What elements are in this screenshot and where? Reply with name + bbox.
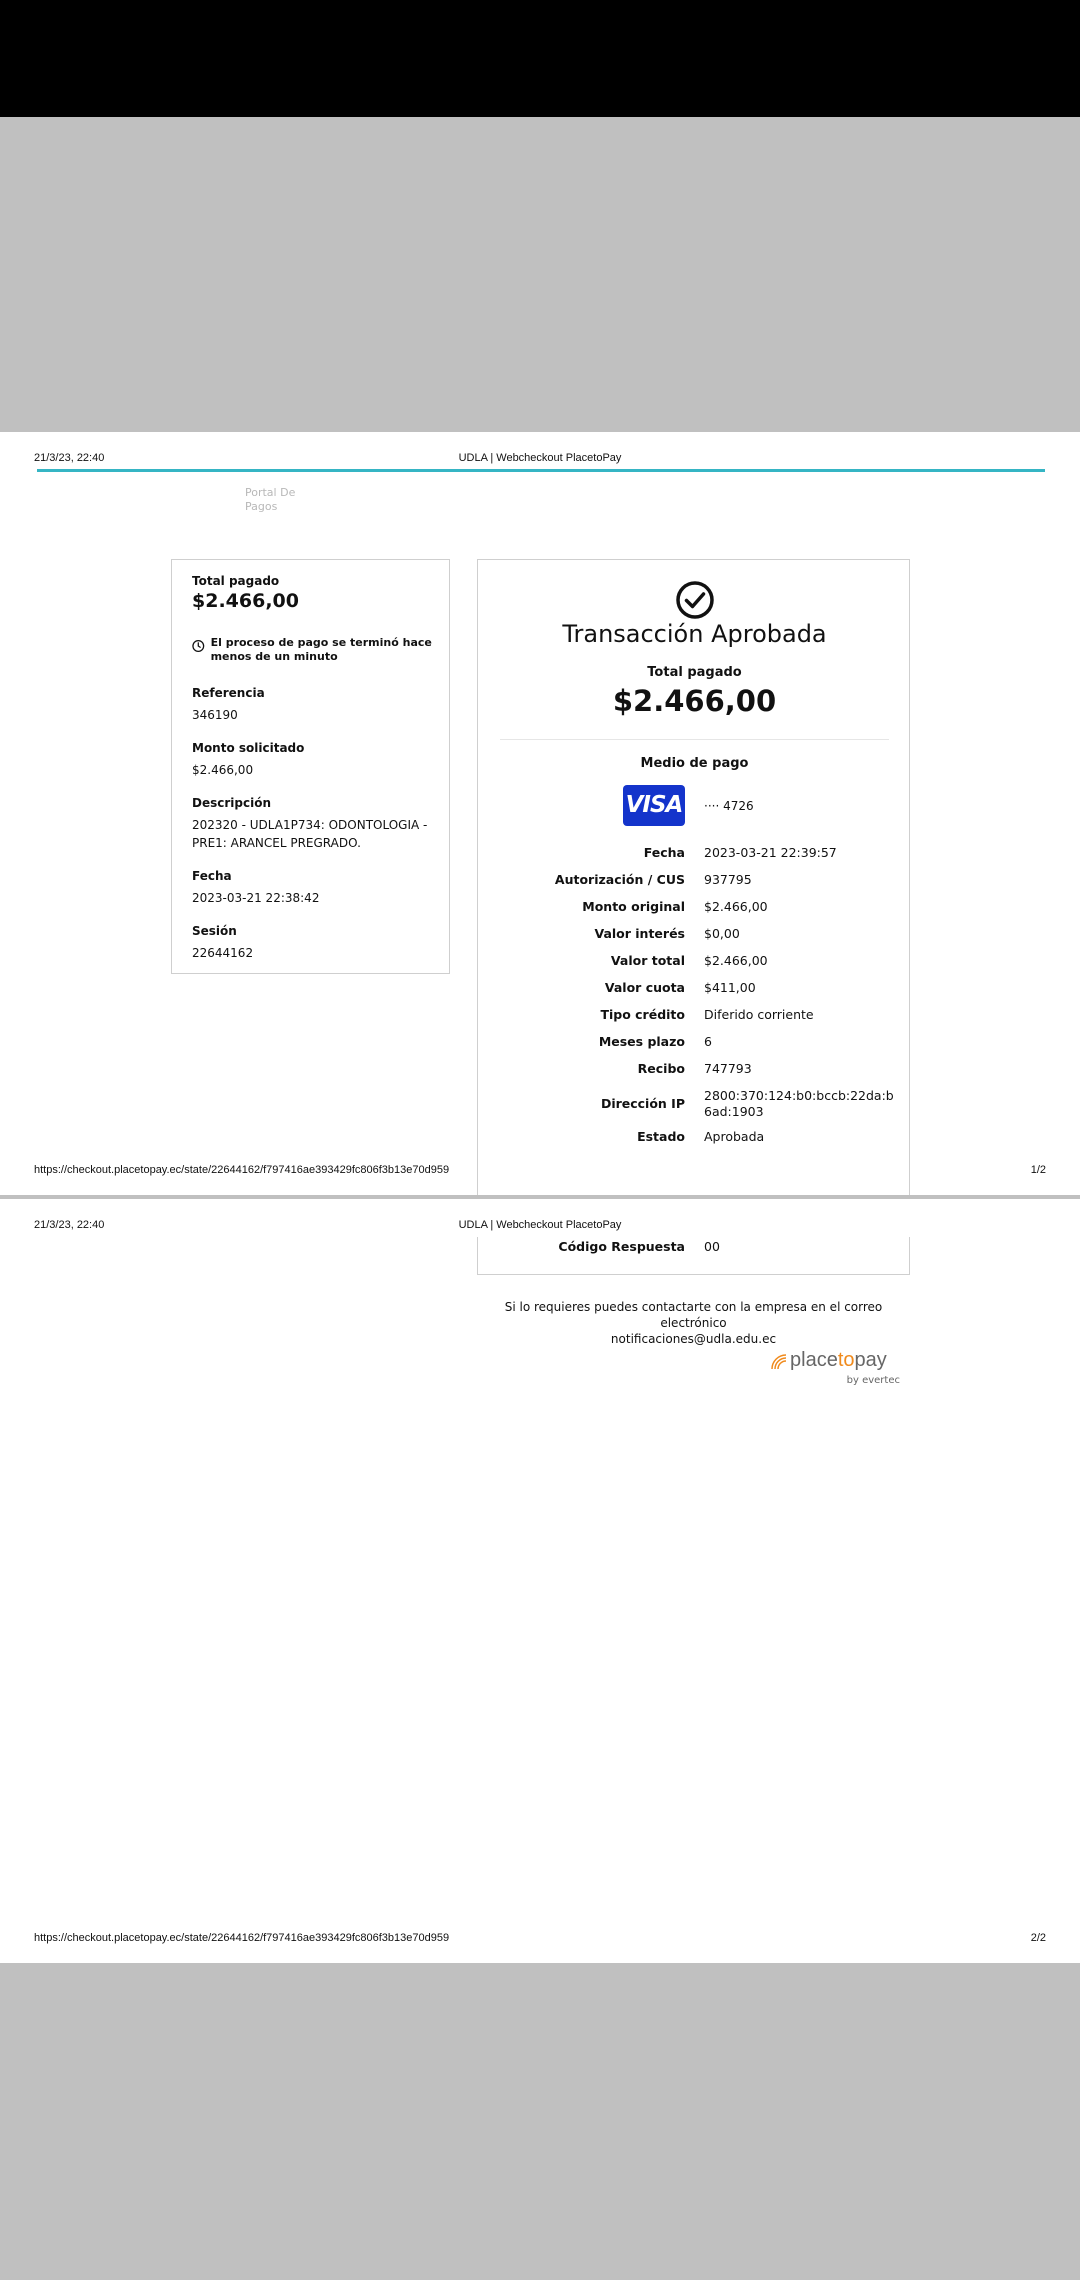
- date-value: 2023-03-21 22:38:42: [192, 891, 320, 905]
- reference-value: 346190: [192, 708, 238, 722]
- pdf-page-1: [0, 432, 1080, 1195]
- print-title: UDLA | Webcheckout PlacetoPay: [458, 452, 622, 464]
- pdf-page-2: [0, 1199, 1080, 1963]
- requested-amount-value: $2.466,00: [192, 763, 254, 777]
- portal-logo-alt-text[interactable]: Portal De Pagos: [245, 486, 296, 513]
- detail-label: Recibo: [637, 1061, 685, 1076]
- detail-label: Valor cuota: [604, 980, 685, 995]
- detail-value: 937795: [704, 872, 752, 887]
- transaction-status-title: Transacción Aprobada: [562, 620, 827, 648]
- requested-amount-label: Monto solicitado: [192, 741, 305, 755]
- summary-total-amount: $2.466,00: [192, 590, 299, 612]
- date-label: Fecha: [192, 869, 232, 883]
- print-url: https://checkout.placetopay.ec/state/22644162/f797416ae393429fc806f3b13e70d959: [34, 1164, 450, 1176]
- session-value: 22644162: [192, 946, 254, 960]
- logo-text-to: to: [837, 1349, 855, 1371]
- contact-note: [477, 1299, 910, 1347]
- detail-label: Tipo crédito: [600, 1007, 685, 1022]
- print-title: UDLA | Webcheckout PlacetoPay: [458, 1219, 622, 1231]
- card-masked-number: ···· 4726: [704, 799, 754, 813]
- description-value: 202320 - UDLA1P734: ODONTOLOGIA - PRE1: ARANCEL PREGRADO.: [192, 818, 428, 850]
- print-datetime: 21/3/23, 22:40: [34, 1219, 105, 1231]
- transaction-total-label: Total pagado: [647, 665, 742, 680]
- check-circle-icon: [675, 580, 715, 620]
- transaction-total-amount: $2.466,00: [612, 684, 777, 718]
- detail-label: Meses plazo: [598, 1034, 685, 1049]
- clock-icon: [192, 636, 205, 656]
- detail-value: $0,00: [704, 926, 740, 941]
- contact-text: Si lo requieres puedes contactarte con la empresa en el correo electrónico: [504, 1300, 883, 1330]
- detail-label: Dirección IP: [600, 1096, 685, 1111]
- page-number: 2/2: [1030, 1932, 1046, 1944]
- payment-method-label: Medio de pago: [640, 756, 749, 771]
- detail-value: 2800:370:124:b0:bccb:22da:b6ad:1903: [704, 1088, 894, 1119]
- detail-value: 6: [704, 1034, 712, 1049]
- detail-value: $2.466,00: [704, 953, 768, 968]
- visa-card-icon: VISA: [623, 785, 685, 826]
- page-number: 1/2: [1030, 1164, 1046, 1176]
- session-label: Sesión: [192, 924, 237, 938]
- detail-value: $2.466,00: [704, 899, 768, 914]
- detail-label: Valor total: [610, 953, 685, 968]
- detail-value: 747793: [704, 1061, 752, 1076]
- detail-value: Diferido corriente: [704, 1007, 814, 1022]
- description-label: Descripción: [192, 796, 271, 810]
- detail-label: Valor interés: [594, 926, 685, 941]
- header-accent-bar: [37, 469, 1045, 472]
- transaction-card: [477, 559, 910, 1195]
- reference-label: Referencia: [192, 686, 265, 700]
- detail-label: Monto original: [582, 899, 685, 914]
- status-bar: [0, 0, 1080, 117]
- placetopay-arcs-icon: [770, 1353, 788, 1371]
- detail-value: $411,00: [704, 980, 756, 995]
- logo-subtitle: by evertec: [846, 1375, 900, 1386]
- response-code-label: Código Respuesta: [558, 1239, 685, 1254]
- contact-email[interactable]: notificaciones@udla.edu.ec: [610, 1332, 777, 1346]
- process-time-note: El proceso de pago se terminó hace menos de un minuto: [210, 636, 432, 663]
- response-code-value: 00: [704, 1239, 720, 1254]
- print-url: https://checkout.placetopay.ec/state/22644162/f797416ae393429fc806f3b13e70d959: [34, 1932, 450, 1944]
- logo-text-place: place: [790, 1349, 838, 1371]
- summary-total-label: Total pagado: [192, 574, 280, 588]
- placetopay-logo: [770, 1349, 900, 1389]
- detail-label: Autorización / CUS: [554, 872, 685, 887]
- print-datetime: 21/3/23, 22:40: [34, 452, 105, 464]
- detail-value: Aprobada: [704, 1129, 765, 1144]
- detail-label: Estado: [637, 1129, 685, 1144]
- transaction-card-continued: [477, 1237, 910, 1275]
- section-divider: [500, 739, 889, 740]
- payment-summary-card: [171, 559, 450, 974]
- logo-text-pay: pay: [854, 1349, 887, 1371]
- detail-value: 2023-03-21 22:39:57: [704, 845, 837, 860]
- detail-label: Fecha: [643, 845, 685, 860]
